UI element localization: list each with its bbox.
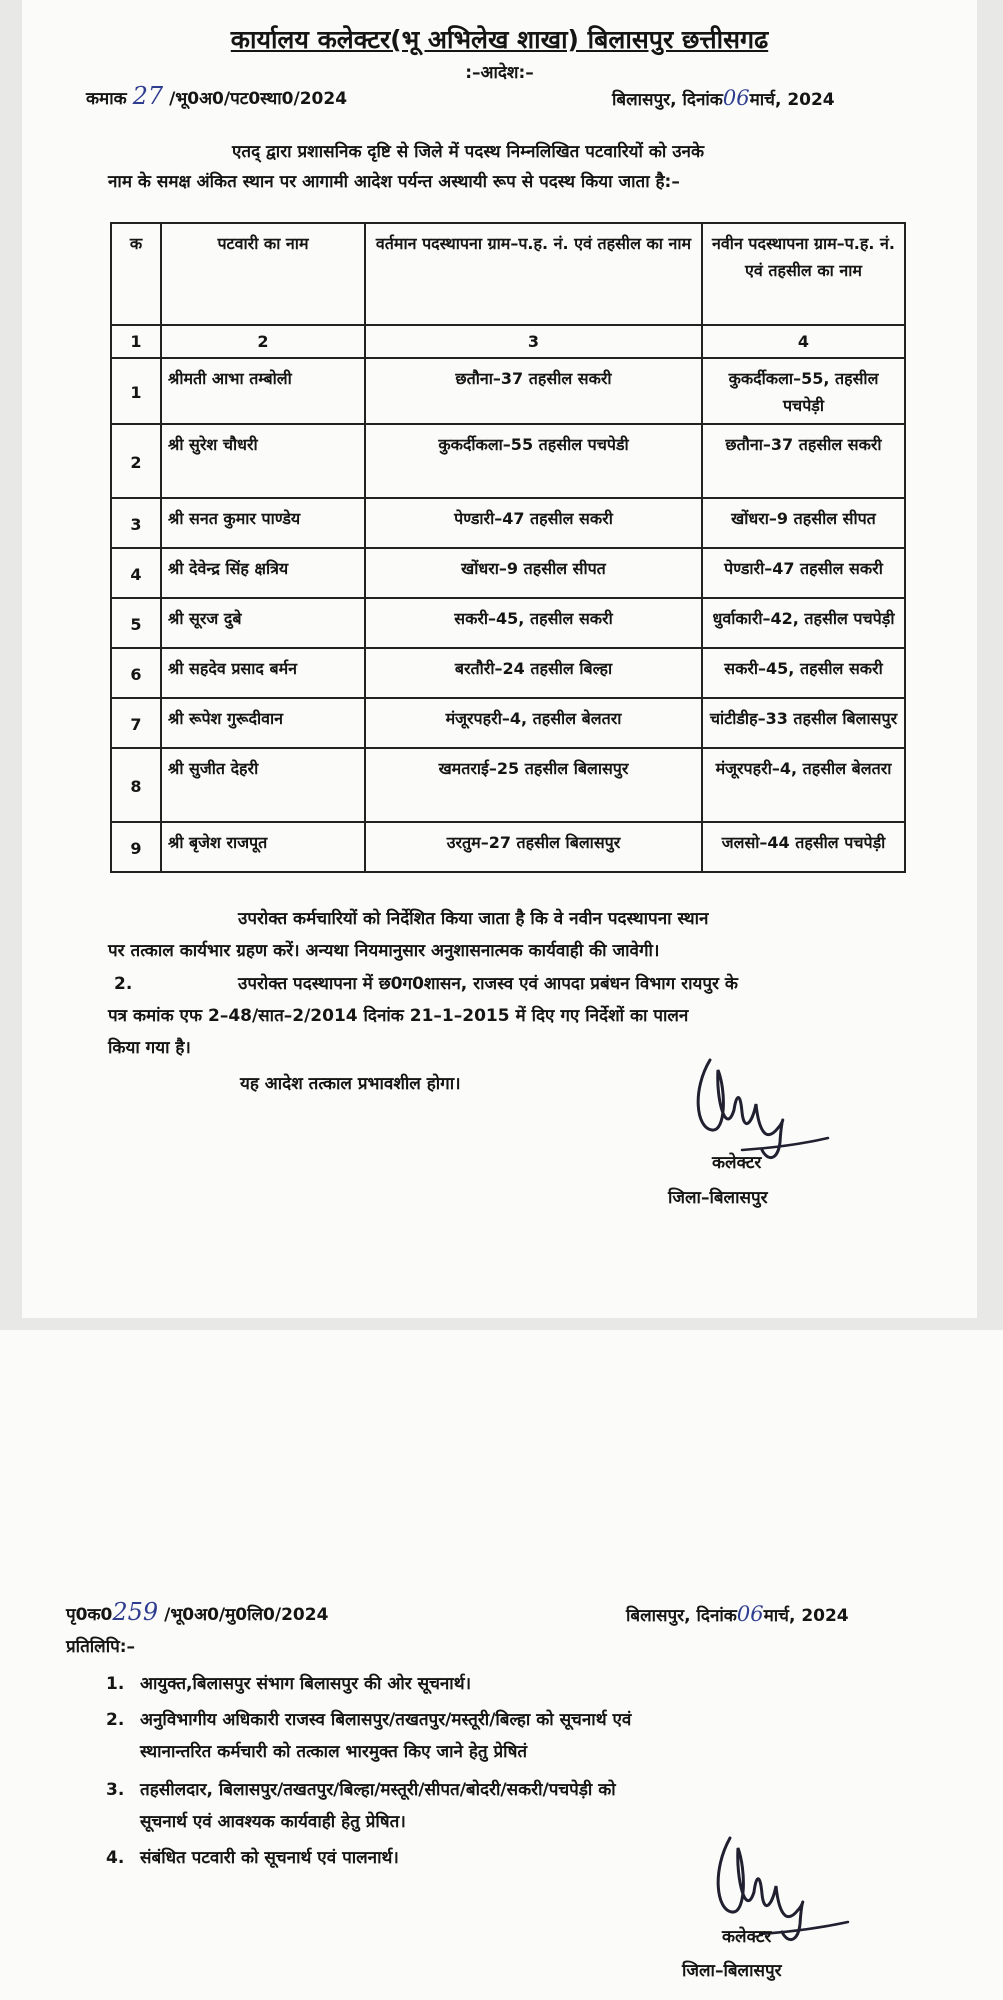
list-item: तहसीलदार, बिलासपुर/तखतपुर/बिल्हा/मस्तूरी/सीपत/बोदरी/सकरी/पचपेड़ी को bbox=[140, 1780, 616, 1800]
copy-reference bbox=[66, 1598, 328, 1626]
cell-current: उरतुम–27 तहसील बिलासपुर bbox=[365, 822, 702, 872]
header-name: पटवारी का नाम bbox=[161, 223, 365, 325]
office-title: कार्यालय कलेक्टर(भू अभिलेख शाखा) बिलासपुर छत्तीसगढ bbox=[230, 25, 769, 54]
signatory-district: जिला–बिलासपुर bbox=[668, 1188, 768, 1208]
cell-serial: 8 bbox=[111, 748, 161, 822]
signatory-role: कलेक्टर bbox=[712, 1153, 762, 1173]
date-day-handwritten: 06 bbox=[722, 86, 750, 110]
cell-name: श्री सुजीत देहरी bbox=[161, 748, 365, 822]
list-item: आयुक्त,बिलासपुर संभाग बिलासपुर की ओर सूचनार्थ। bbox=[140, 1674, 472, 1694]
cell-current: खोंधरा–9 तहसील सीपत bbox=[365, 548, 702, 598]
cell-new: खोंधरा–9 तहसील सीपत bbox=[702, 498, 905, 548]
ref-number-handwritten: 259 bbox=[112, 1598, 159, 1626]
cell-new: सकरी–45, तहसील सकरी bbox=[702, 648, 905, 698]
cell-serial: 9 bbox=[111, 822, 161, 872]
cell-name: श्रीमती आभा तम्बोली bbox=[161, 358, 365, 424]
cell-current: कुकर्दीकला–55 तहसील पचपेडी bbox=[365, 424, 702, 498]
copy-page bbox=[0, 1330, 1003, 2000]
cell-serial: 7 bbox=[111, 698, 161, 748]
para1-line-1: उपरोक्त कर्मचारियों को निर्देशित किया जाता है कि वे नवीन पदस्थापना स्थान bbox=[238, 909, 709, 929]
cell-current: सकरी–45, तहसील सकरी bbox=[365, 598, 702, 648]
cell-new: जलसो–44 तहसील पचपेड़ी bbox=[702, 822, 905, 872]
copy-label: प्रतिलिपि:– bbox=[66, 1637, 136, 1657]
signatory-role: कलेक्टर bbox=[722, 1927, 772, 1947]
place-date-prefix: बिलासपुर, दिनांक bbox=[612, 90, 723, 110]
header-serial: क bbox=[111, 223, 161, 325]
cell-serial: 1 bbox=[111, 358, 161, 424]
col-number: 1 bbox=[111, 325, 161, 358]
list-item-continued: सूचनार्थ एवं आवश्यक कार्यवाही हेतु प्रेषित। bbox=[140, 1812, 406, 1832]
list-item-number: 4. bbox=[106, 1848, 125, 1868]
table-row bbox=[111, 598, 905, 648]
cell-new: पेण्डारी–47 तहसील सकरी bbox=[702, 548, 905, 598]
header-current-posting: वर्तमान पदस्थापना ग्राम–प.ह. नं. एवं तहसील का नाम bbox=[365, 223, 702, 325]
para2-line-3: किया गया है। bbox=[108, 1038, 191, 1058]
para2-line-2: पत्र कमांक एफ 2–48/सात–2/2014 दिनांक 21–1–2015 में दिए गए निर्देशों का पालन bbox=[108, 1006, 689, 1026]
ref-number-handwritten: 27 bbox=[132, 82, 164, 110]
table-row bbox=[111, 548, 905, 598]
table-row bbox=[111, 822, 905, 872]
table-header-row bbox=[111, 223, 905, 325]
para2-number: 2. bbox=[114, 974, 133, 994]
cell-current: खमतराई–25 तहसील बिलासपुर bbox=[365, 748, 702, 822]
cell-name: श्री सनत कुमार पाण्डेय bbox=[161, 498, 365, 548]
cell-serial: 4 bbox=[111, 548, 161, 598]
ref-suffix: /भू0अ0/मु0लि0/2024 bbox=[164, 1605, 329, 1625]
cell-name: श्री बृजेश राजपूत bbox=[161, 822, 365, 872]
intro-line-2: नाम के समक्ष अंकित स्थान पर आगामी आदेश पर्यन्त अस्थायी रूप से पदस्थ किया जाता है:– bbox=[108, 172, 680, 192]
para1-line-2: पर तत्काल कार्यभार ग्रहण करें। अन्यथा नियमानुसार अनुशासनात्मक कार्यवाही की जावेगी। bbox=[108, 941, 660, 961]
cell-name: श्री सहदेव प्रसाद बर्मन bbox=[161, 648, 365, 698]
cell-new: छतौना–37 तहसील सकरी bbox=[702, 424, 905, 498]
table-row bbox=[111, 498, 905, 548]
order-heading: :–आदेश:– bbox=[465, 63, 534, 83]
table-row bbox=[111, 698, 905, 748]
date-rest: मार्च, 2024 bbox=[749, 90, 835, 110]
place-date bbox=[612, 86, 835, 110]
list-item: अनुविभागीय अधिकारी राजस्व बिलासपुर/तखतपुर/मस्तूरी/बिल्हा को सूचनार्थ एवं bbox=[140, 1710, 632, 1730]
para2-line-1: उपरोक्त पदस्थापना में छ0ग0शासन, राजस्व एवं आपदा प्रबंधन विभाग रायपुर के bbox=[238, 974, 738, 994]
ref-prefix: कमाक bbox=[86, 89, 127, 109]
table-row bbox=[111, 358, 905, 424]
col-number: 3 bbox=[365, 325, 702, 358]
order-page bbox=[22, 0, 977, 1318]
table-column-number-row bbox=[111, 325, 905, 358]
cell-current: मंजूरपहरी–4, तहसील बेलतरा bbox=[365, 698, 702, 748]
cell-new: मंजूरपहरी–4, तहसील बेलतरा bbox=[702, 748, 905, 822]
list-item: संबंधित पटवारी को सूचनार्थ एवं पालनार्थ। bbox=[140, 1848, 399, 1868]
table-row bbox=[111, 748, 905, 822]
intro-line-1: एतद् द्वारा प्रशासनिक दृष्टि से जिले में पदस्थ निम्नलिखित पटवारियों को उनके bbox=[232, 142, 705, 162]
list-item-number: 1. bbox=[106, 1674, 125, 1694]
cell-new: धुर्वाकारी–42, तहसील पचपेड़ी bbox=[702, 598, 905, 648]
list-item-number: 3. bbox=[106, 1780, 125, 1800]
cell-serial: 5 bbox=[111, 598, 161, 648]
cell-serial: 6 bbox=[111, 648, 161, 698]
cell-name: श्री देवेन्द्र सिंह क्षत्रिय bbox=[161, 548, 365, 598]
cell-name: श्री सुरेश चौधरी bbox=[161, 424, 365, 498]
list-item-number: 2. bbox=[106, 1710, 125, 1730]
cell-serial: 3 bbox=[111, 498, 161, 548]
col-number: 4 bbox=[702, 325, 905, 358]
cell-current: बरतौरी–24 तहसील बिल्हा bbox=[365, 648, 702, 698]
signatory-district: जिला–बिलासपुर bbox=[682, 1961, 782, 1981]
cell-current: छतौना–37 तहसील सकरी bbox=[365, 358, 702, 424]
order-reference bbox=[86, 82, 347, 110]
date-rest: मार्च, 2024 bbox=[763, 1606, 849, 1626]
col-number: 2 bbox=[161, 325, 365, 358]
cell-new: कुकर्दीकला–55, तहसील पचपेड़ी bbox=[702, 358, 905, 424]
cell-name: श्री रूपेश गुरूदीवान bbox=[161, 698, 365, 748]
cell-new: चांटीडीह–33 तहसील बिलासपुर bbox=[702, 698, 905, 748]
table-row bbox=[111, 424, 905, 498]
header-new-posting: नवीन पदस्थापना ग्राम–प.ह. नं. एवं तहसील का नाम bbox=[702, 223, 905, 325]
effect-statement: यह आदेश तत्काल प्रभावशील होगा। bbox=[240, 1074, 461, 1094]
cell-current: पेण्डारी–47 तहसील सकरी bbox=[365, 498, 702, 548]
cell-serial: 2 bbox=[111, 424, 161, 498]
date-day-handwritten: 06 bbox=[736, 1602, 764, 1626]
list-item-continued: स्थानान्तरित कर्मचारी को तत्काल भारमुक्त किए जाने हेतु प्रेषितं bbox=[140, 1742, 528, 1762]
ref-suffix: /भू0अ0/पट0स्था0/2024 bbox=[169, 89, 348, 109]
table-row bbox=[111, 648, 905, 698]
cell-name: श्री सूरज दुबे bbox=[161, 598, 365, 648]
transfer-table bbox=[110, 222, 906, 873]
place-date-prefix: बिलासपुर, दिनांक bbox=[626, 1606, 737, 1626]
place-date bbox=[626, 1602, 849, 1626]
ref-prefix: पृ0क0 bbox=[66, 1605, 113, 1625]
